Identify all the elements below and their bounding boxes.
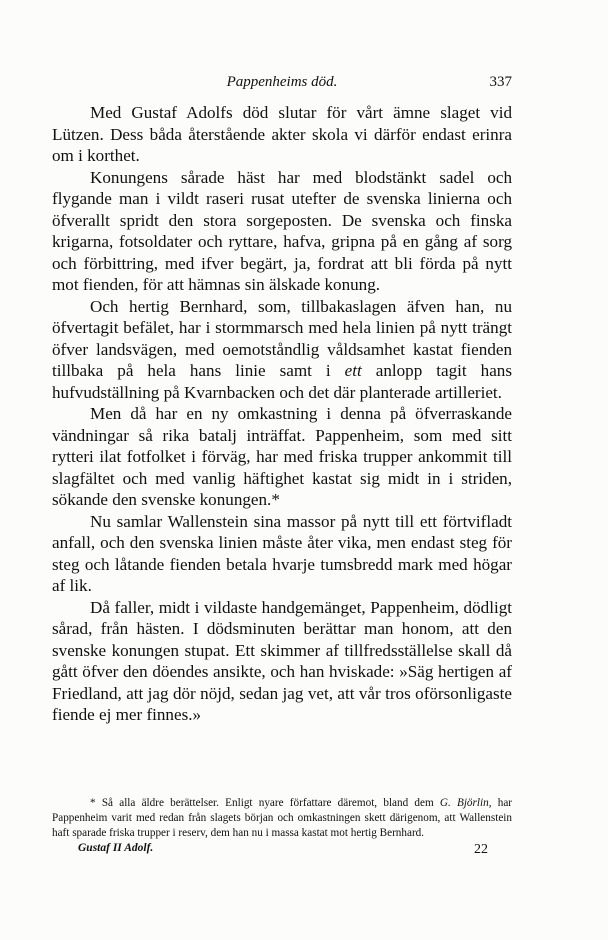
footnote-body: Enligt nyare författare däremot, bland dem (218, 797, 440, 809)
footnote-author: G. Björlin, (439, 797, 492, 809)
signature-line: Gustaf II Adolf. (78, 842, 154, 854)
paragraph: Nu samlar Wallenstein sina massor på nytt till ett förtvifladt anfall, och den svenska linien måste åter vika, men endast steg för steg och låtande fienden betala hvarje tumsbredd mark med högar af lik. (52, 511, 512, 595)
paragraph: Med Gustaf Adolfs död slutar för vårt ämne slaget vid Lützen. Dess båda återstående akter skola vi därför endast erinra om i korthet. (52, 103, 512, 165)
footnote-text (52, 796, 512, 842)
footnote-mark: * Så alla äldre berättelser. (90, 797, 219, 809)
running-header (52, 74, 512, 96)
paragraph (52, 296, 512, 404)
paragraph: Konungens sårade häst har med blodstänkt sadel och flygande man i vildt raseri rusat utefter de svenska linierna och öfverallt spridt den stora sorgeposten. De svenska och finska krigarna, fotsoldater och ryttare, hafva, gripna på en gång af sorg och förbittring, med ifver begärt, ja, fordrat att bli förda på nytt mot fienden, för att hämnas sin älskade konung. (52, 167, 512, 294)
paragraph-text: Och hertig Bernhard, som, tillbakaslagen äfven han, nu öfvertagit befälet, har i stormmarsch med hela linien på nytt trängt öfver landsvägen, med oemotståndlig våldsamhet kastat fienden tillbaka på hela hans linie samt i (52, 296, 512, 380)
paragraph: Men då har en ny omkastning i denna på öfverraskande vändningar så rika batalj inträffat. Pappenheim, som med sitt rytteri ilat fotfolket i förväg, har med friska trupper ankommit till slagfältet och med vanlig häftighet kastat sig midt in i striden, sökande den svenske konungen.* (52, 404, 512, 509)
page-footer (78, 842, 488, 860)
body-text (52, 102, 512, 726)
paragraph: Då faller, midt i vildaste handgemänget, Pappenheim, dödligt sårad, från hästen. I dödsminuten berättar man honom, att den svenske konungen stupat. Ett skimmer af tillfredsställelse skall då gått öfver den döendes ansikte, och han hviskade: »Säg hertigen af Friedland, att jag dör nöjd, sedan jag vet, att vår tros oförsonligaste fiende ej mer finnes.» (52, 597, 512, 724)
footnote (52, 796, 512, 842)
paragraph-text: anlopp tagit hans hufvudställning på Kvarnbacken och det där planterade artilleriet. (52, 361, 513, 402)
footnote-body: har Pappenheim varit med redan från slagets början och omkastningen skett därigenom, att Wallenstein haft sparade friska trupper i reserv, dem han nu i massa kastat mot hertig Bernhard. (52, 797, 513, 840)
sheet-number: 22 (474, 842, 488, 857)
running-title: Pappenheims död. (226, 74, 338, 90)
page-number: 337 (489, 74, 512, 90)
emphasized-word: ett (344, 361, 362, 380)
